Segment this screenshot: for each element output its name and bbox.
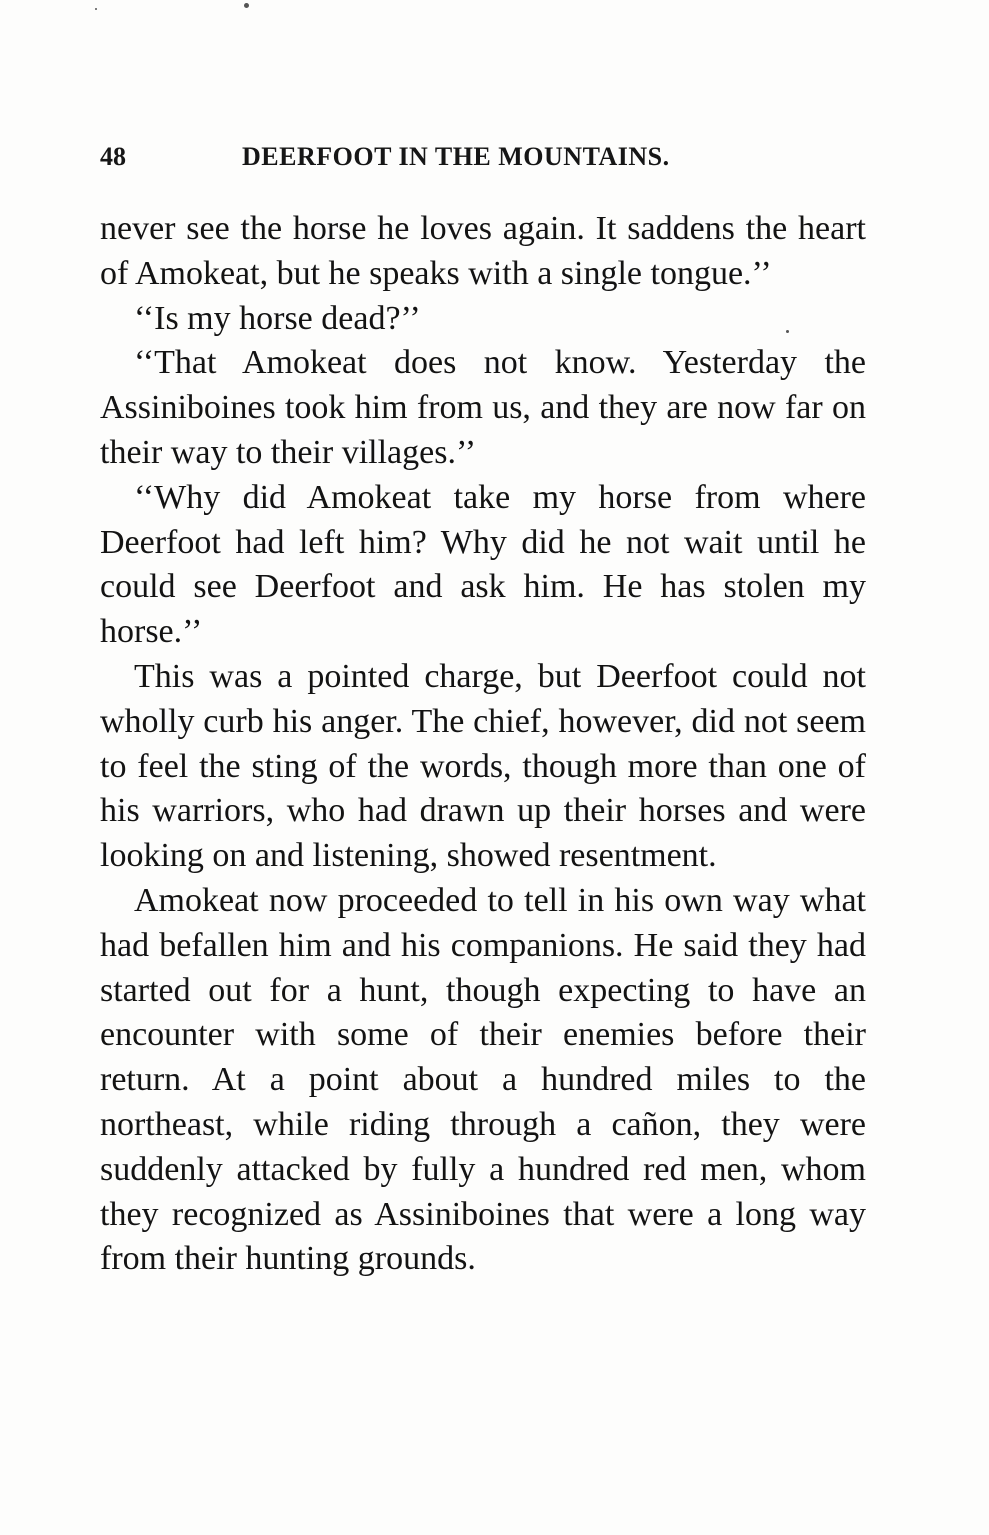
ink-speck — [95, 8, 97, 10]
body-text — [100, 207, 866, 1282]
paragraph: ‘‘That Amokeat does not know. Yesterday the Assiniboines took him from us, and they are now far on their way to their villages.’’ — [100, 344, 866, 471]
paragraph: never see the horse he loves again. It saddens the heart of Amokeat, but he speaks with a single tongue.’’ — [100, 210, 866, 292]
paragraph: Amokeat now proceeded to tell in his own way what had befallen him and his companions. He said they had started out for a hunt, though expecting to have an encounter with some of their enemies before their return. At a point about a hundred miles to the northeast, while riding through a cañon, they were suddenly attacked by fully a hundred red men, whom they recognized as Assiniboines that were a long way from their hunting grounds. — [100, 881, 866, 1278]
paragraph: This was a pointed charge, but Deerfoot could not wholly curb his anger. The chief, however, did not seem to feel the sting of the words, though more than one of his warriors, who had drawn up their horses and were looking on and listening, showed resentment. — [100, 657, 866, 875]
running-title: DEERFOOT IN THE MOUNTAINS. — [242, 142, 670, 171]
paragraph: ‘‘Is my horse dead?’’ — [134, 299, 421, 337]
paragraph: ‘‘Why did Amokeat take my horse from where Deerfoot had left him? Why did he not wait until he could see Deerfoot and ask him. He has stolen my horse.’’ — [100, 478, 866, 651]
running-head — [100, 142, 870, 182]
page-number: 48 — [100, 142, 126, 171]
ink-speck — [244, 3, 249, 8]
